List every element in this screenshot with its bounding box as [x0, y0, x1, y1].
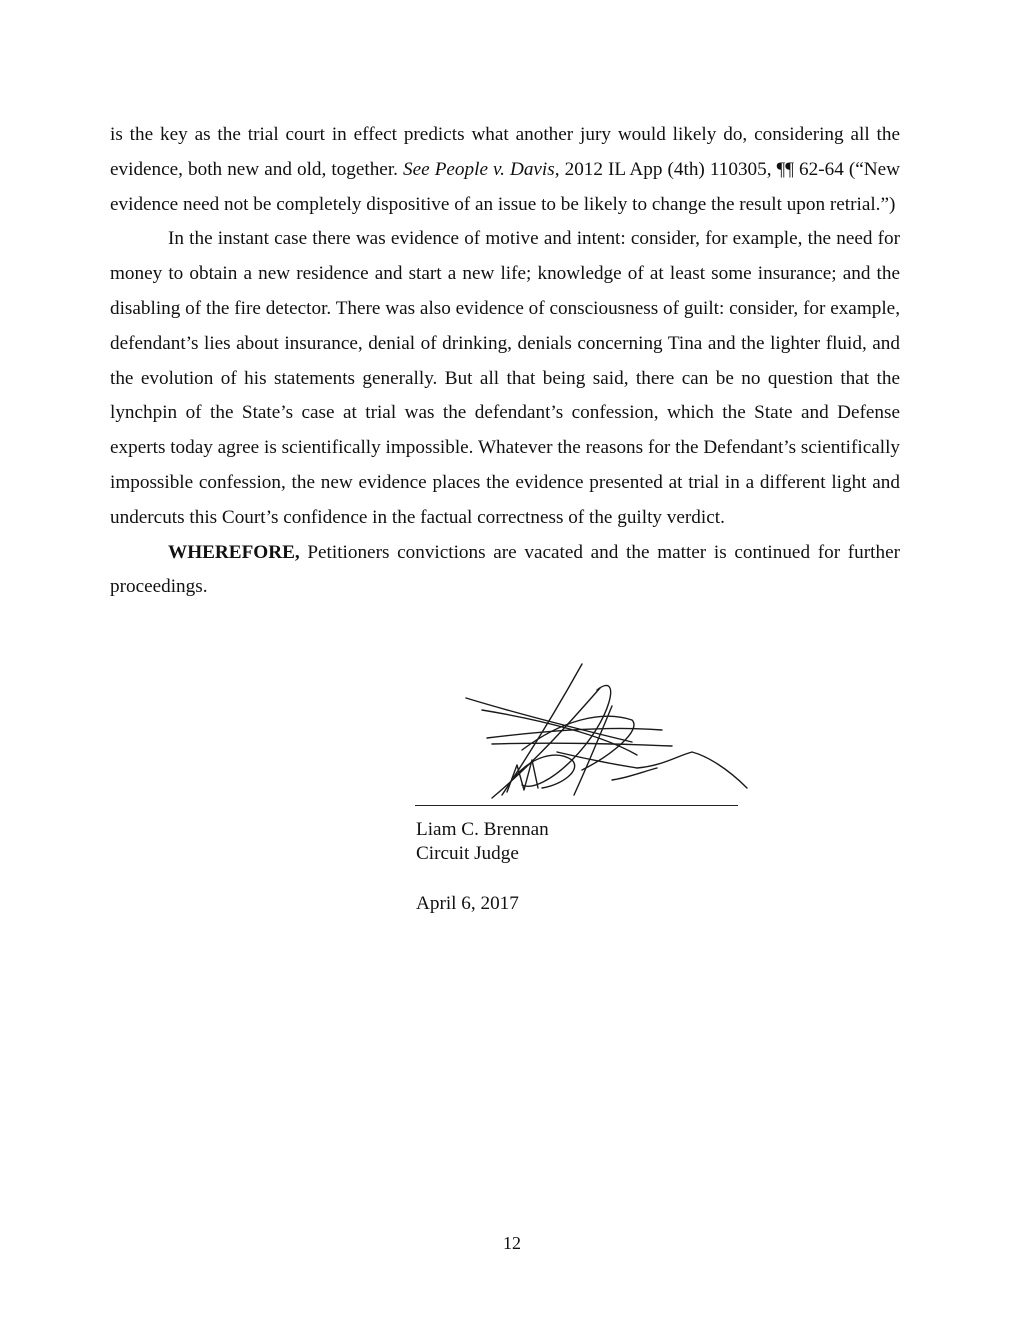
judge-signature-icon [462, 660, 752, 800]
judge-title: Circuit Judge [416, 843, 519, 864]
order-text: Petitioners convictions are vacated and the matter is continued for further proceedings. [110, 541, 900, 598]
wherefore-heading: WHEREFORE, [168, 541, 300, 563]
paragraph-text: , 2012 IL App (4th) 110305, ¶¶ 62-64 (“New evidence need not be completely dispositive of an issue to be likely to change the result upon retrial.”) [110, 158, 900, 215]
signature-date: April 6, 2017 [416, 893, 519, 914]
paragraph-order [110, 536, 900, 606]
paragraph-text: is the key as the trial court in effect predicts what another jury would likely do, considering all the evidence, both new and old, together. [110, 124, 900, 180]
signature-line [415, 805, 738, 806]
paragraph-analysis: In the instant case there was evidence of motive and intent: consider, for example, the need for money to obtain a new residence and start a new life; knowledge of at least some insurance; and the disabling of the fire detector. There was also evidence of consciousness of guilt: consider, for example, defendant’s lies about insurance, denial of drinking, denials concerning Tina and the lighter fluid, and the evolution of his statements generally. But all that being said, there can be no question that the lynchpin of the State’s case at trial was the defendant’s confession, which the State and Defense experts today agree is scientifically impossible. Whatever the reasons for the Defendant’s scientifically impossible confession, the new evidence places the evidence presented at trial in a different light and undercuts this Court’s confidence in the factual correctness of the guilty verdict. [110, 228, 900, 528]
document-body [110, 118, 900, 605]
case-citation: See People v. Davis [403, 158, 555, 180]
signature-block [416, 818, 549, 916]
page-number: 12 [503, 1233, 521, 1253]
paragraph-continuation [110, 118, 900, 222]
judge-name: Liam C. Brennan [416, 819, 549, 840]
